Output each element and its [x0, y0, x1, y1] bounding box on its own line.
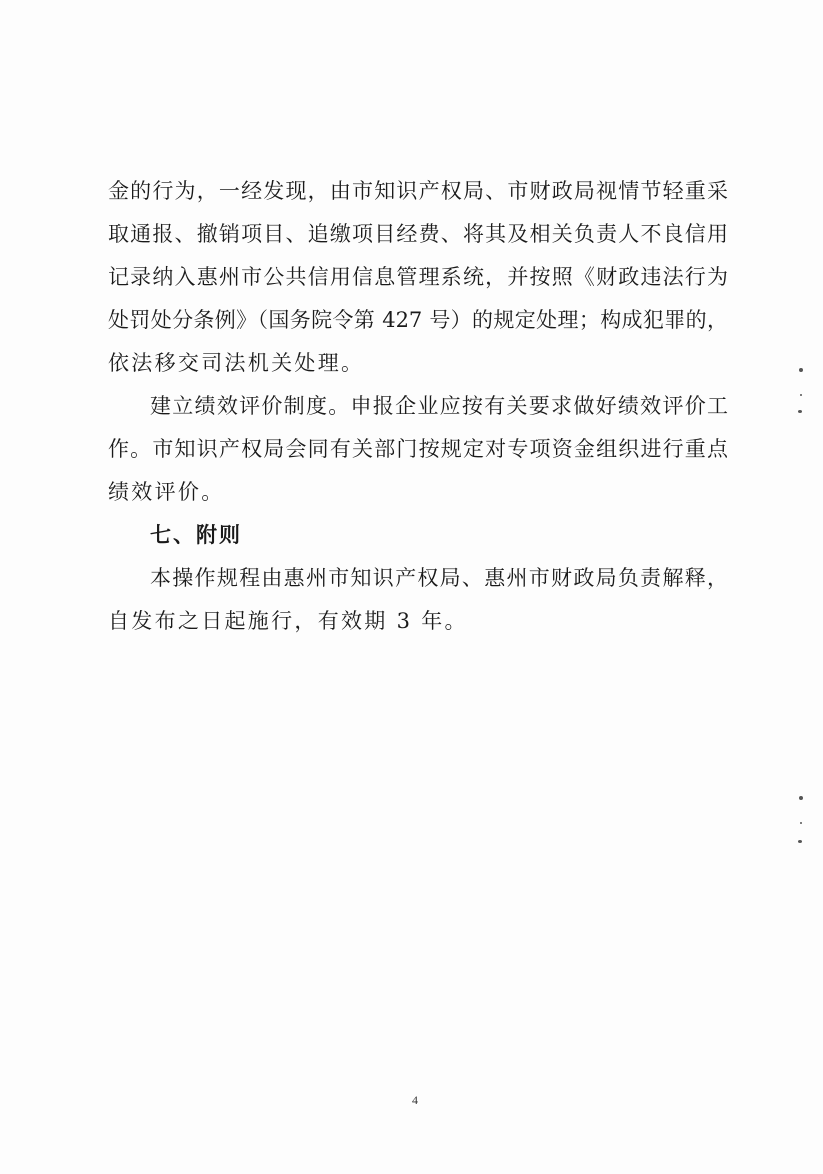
scan-mark: [799, 796, 803, 800]
scan-mark: [799, 368, 803, 372]
scan-mark: [800, 394, 802, 396]
paragraph-1-line-1: 金的行为，一经发现，由市知识产权局、市财政局视情节轻重采: [108, 179, 728, 203]
scan-mark: [800, 822, 802, 824]
paragraph-3-line-2: 自发布之日起施行，有效期 3 年。: [108, 609, 468, 633]
paragraph-1-line-5: 依法移交司法机关处理。: [108, 351, 365, 375]
paragraph-2-line-1: 建立绩效评价制度。申报企业应按有关要求做好绩效评价工: [150, 394, 728, 418]
page-number: 4: [412, 1093, 418, 1107]
document-body: [108, 170, 728, 643]
paragraph-1-line-3: 记录纳入惠州市公共信用信息管理系统，并按照《财政违法行为: [108, 265, 728, 289]
paragraph-1-line-2: 取通报、撤销项目、追缴项目经费、将其及相关负责人不良信用: [108, 222, 728, 246]
section-heading: 七、附则: [150, 523, 242, 547]
paragraph-3-line-1: 本操作规程由惠州市知识产权局、惠州市财政局负责解释，: [150, 566, 728, 590]
paragraph-1-line-4: 处罚处分条例》（国务院令第 427 号）的规定处理；构成犯罪的，: [108, 308, 728, 332]
scan-mark: [798, 840, 802, 843]
scan-mark: [798, 410, 802, 413]
paragraph-2-line-3: 绩效评价。: [108, 480, 225, 504]
paragraph-2-line-2: 作。市知识产权局会同有关部门按规定对专项资金组织进行重点: [108, 437, 728, 461]
